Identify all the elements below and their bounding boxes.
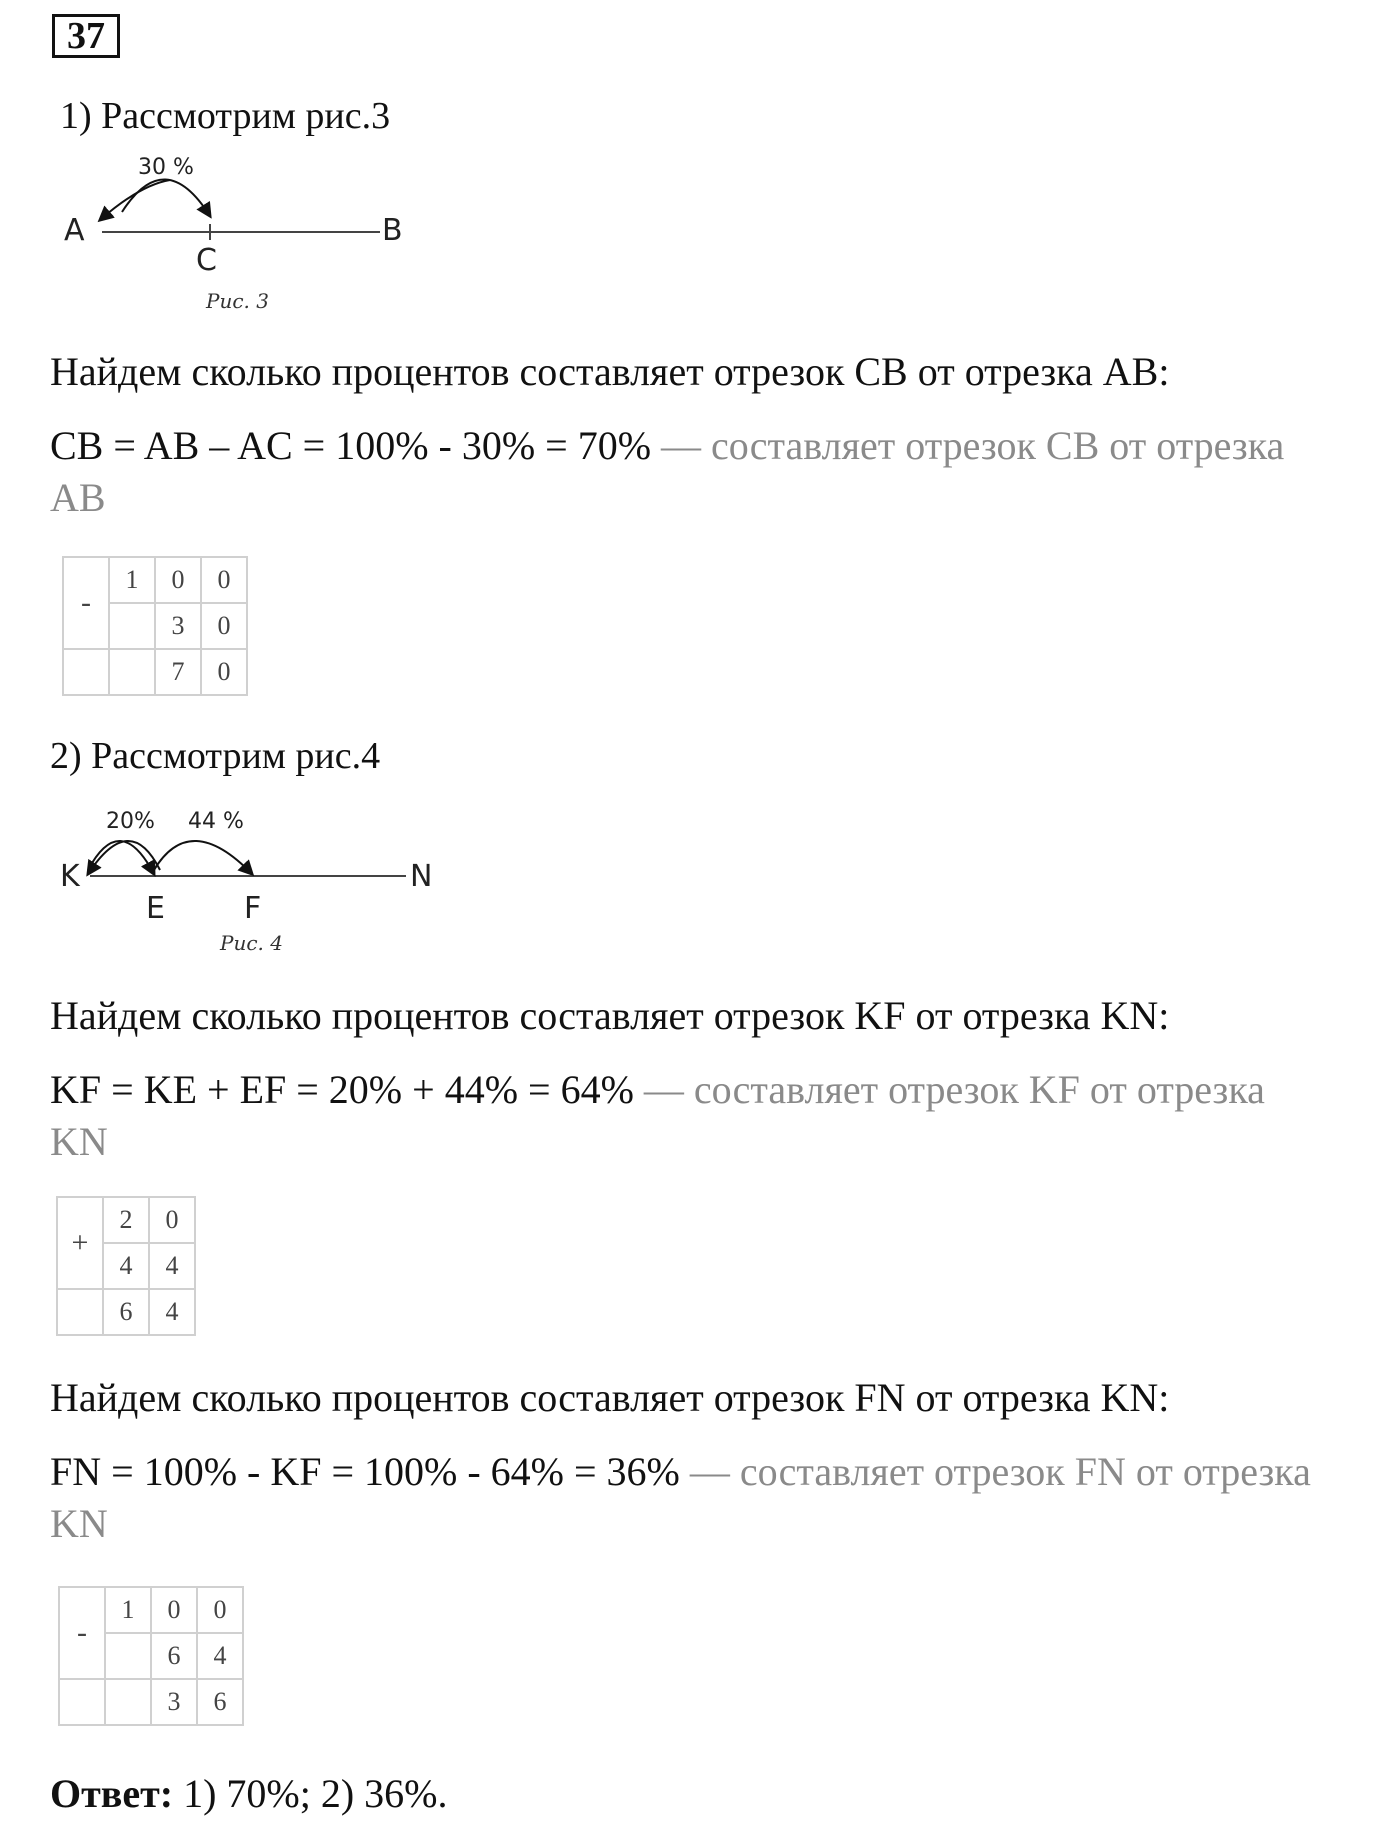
- part2-equation-1: KF = KE + EF = 20% + 44% = 64%: [50, 1067, 634, 1112]
- label-30-percent: 30 %: [138, 155, 194, 180]
- calc-op: +: [57, 1197, 103, 1289]
- part2-heading: 2) Рассмотрим рис.4: [50, 735, 381, 777]
- part1-calc: - 1 0 0 3 0 7 0: [62, 556, 248, 696]
- answer-text: 1) 70%; 2) 36%.: [183, 1771, 448, 1816]
- point-n: N: [410, 859, 433, 894]
- part2-calc-1: + 2 0 4 4 6 4: [56, 1196, 196, 1336]
- point-e: E: [146, 891, 165, 926]
- part1-note-cont: AB: [50, 475, 106, 520]
- part1-find: Найдем сколько процентов составляет отрезок CB от отрезка AB:: [50, 349, 1170, 394]
- point-a: A: [64, 213, 85, 248]
- calc-op: -: [59, 1587, 105, 1679]
- part2-find-2: Найдем сколько процентов составляет отрезок FN от отрезка KN:: [50, 1375, 1170, 1420]
- task-number: 37: [52, 14, 120, 58]
- point-f: F: [244, 891, 262, 926]
- part1-note: — составляет отрезок CB от отрезка: [661, 423, 1285, 468]
- point-c: C: [196, 243, 217, 278]
- part2-note-1-cont: KN: [50, 1119, 108, 1164]
- part1-equation-line: [50, 420, 1284, 472]
- part2-find-1: Найдем сколько процентов составляет отрезок KF от отрезка KN:: [50, 993, 1170, 1038]
- point-k: K: [60, 859, 80, 894]
- figure-3: [50, 150, 430, 320]
- label-44-percent: 44 %: [188, 809, 244, 834]
- caption-fig4: Рис. 4: [220, 931, 283, 955]
- part2-note-2: — составляет отрезок FN от отрезка: [689, 1449, 1311, 1494]
- part2-equation-2-line: [50, 1446, 1311, 1498]
- part1-heading: 1) Рассмотрим рис.3: [60, 95, 391, 137]
- part2-equation-2: FN = 100% - KF = 100% - 64% = 36%: [50, 1449, 680, 1494]
- answer-label: Ответ:: [50, 1771, 174, 1816]
- part2-calc-2: - 1 0 0 6 4 3 6: [58, 1586, 244, 1726]
- part1-equation: CB = AB – AC = 100% - 30% = 70%: [50, 423, 652, 468]
- answer-line: [50, 1768, 448, 1820]
- label-20-percent: 20%: [106, 809, 155, 834]
- part2-note-1: — составляет отрезок KF от отрезка: [643, 1067, 1265, 1112]
- part2-equation-1-line: [50, 1064, 1265, 1116]
- caption-fig3: Рис. 3: [206, 289, 269, 313]
- point-b: B: [382, 213, 403, 248]
- figure-4: [50, 800, 470, 970]
- part2-note-2-cont: KN: [50, 1501, 108, 1546]
- calc-op: -: [63, 557, 109, 649]
